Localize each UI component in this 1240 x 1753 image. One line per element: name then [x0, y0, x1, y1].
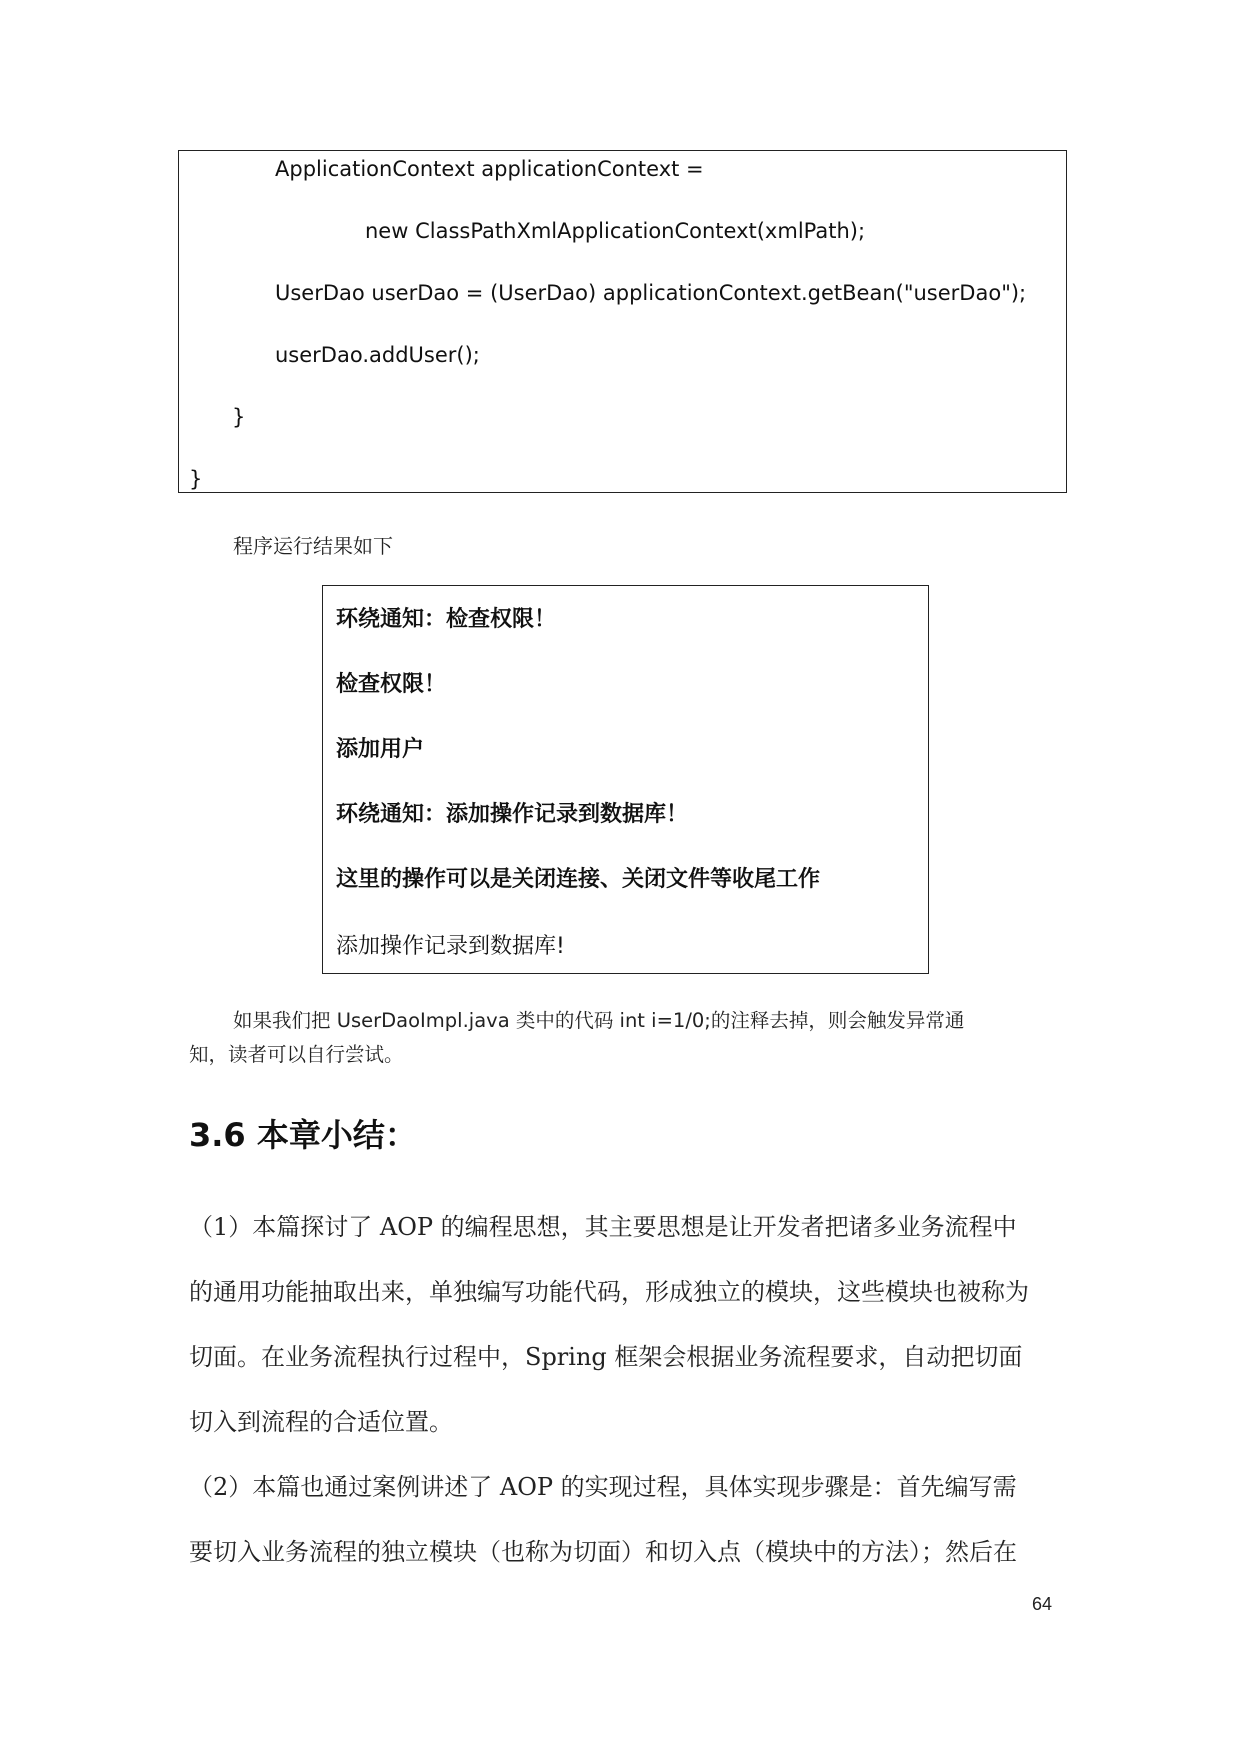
- summary-line: （2）本篇也通过案例讲述了 AOP 的实现过程，具体实现步骤是：首先编写需: [189, 1473, 1017, 1501]
- output-line: 添加操作记录到数据库!: [336, 934, 565, 959]
- output-line: 检查权限！: [336, 672, 447, 697]
- summary-line: 的通用功能抽取出来，单独编写功能代码，形成独立的模块，这些模块也被称为: [189, 1278, 1029, 1306]
- code-line: userDao.addUser();: [275, 343, 480, 367]
- result-caption: 程序运行结果如下: [233, 534, 393, 558]
- output-line: 这里的操作可以是关闭连接、关闭文件等收尾工作: [336, 867, 821, 892]
- note-line-2: 知，读者可以自行尝试。: [189, 1043, 404, 1066]
- summary-line: （1）本篇探讨了 AOP 的编程思想，其主要思想是让开发者把诸多业务流程中: [189, 1213, 1017, 1241]
- code-line: ApplicationContext applicationContext =: [275, 157, 704, 181]
- summary-line: 切入到流程的合适位置。: [189, 1408, 453, 1436]
- code-line: UserDao userDao = (UserDao) applicationContext.getBean("userDao");: [275, 281, 1027, 305]
- section-title: 3.6 本章小结：: [189, 1116, 417, 1154]
- code-closing-brace: }: [232, 405, 246, 429]
- summary-line: 要切入业务流程的独立模块（也称为切面）和切入点（模块中的方法）；然后在: [189, 1538, 1017, 1566]
- summary-line: 切面。在业务流程执行过程中，Spring 框架会根据业务流程要求，自动把切面: [189, 1343, 1023, 1371]
- program-output-box: [322, 585, 929, 974]
- code-listing-box: [178, 150, 1067, 493]
- output-line: 添加用户: [336, 737, 425, 762]
- page-number: 64: [1032, 1594, 1053, 1614]
- output-line: 环绕通知：检查权限！: [336, 607, 557, 632]
- code-closing-brace: }: [189, 467, 203, 491]
- output-line: 环绕通知：添加操作记录到数据库！: [336, 802, 689, 827]
- code-line: new ClassPathXmlApplicationContext(xmlPath);: [365, 219, 866, 243]
- note-line-1: 如果我们把 UserDaoImpl.java 类中的代码 int i=1/0;的注释去掉，则会触发异常通: [233, 1009, 965, 1032]
